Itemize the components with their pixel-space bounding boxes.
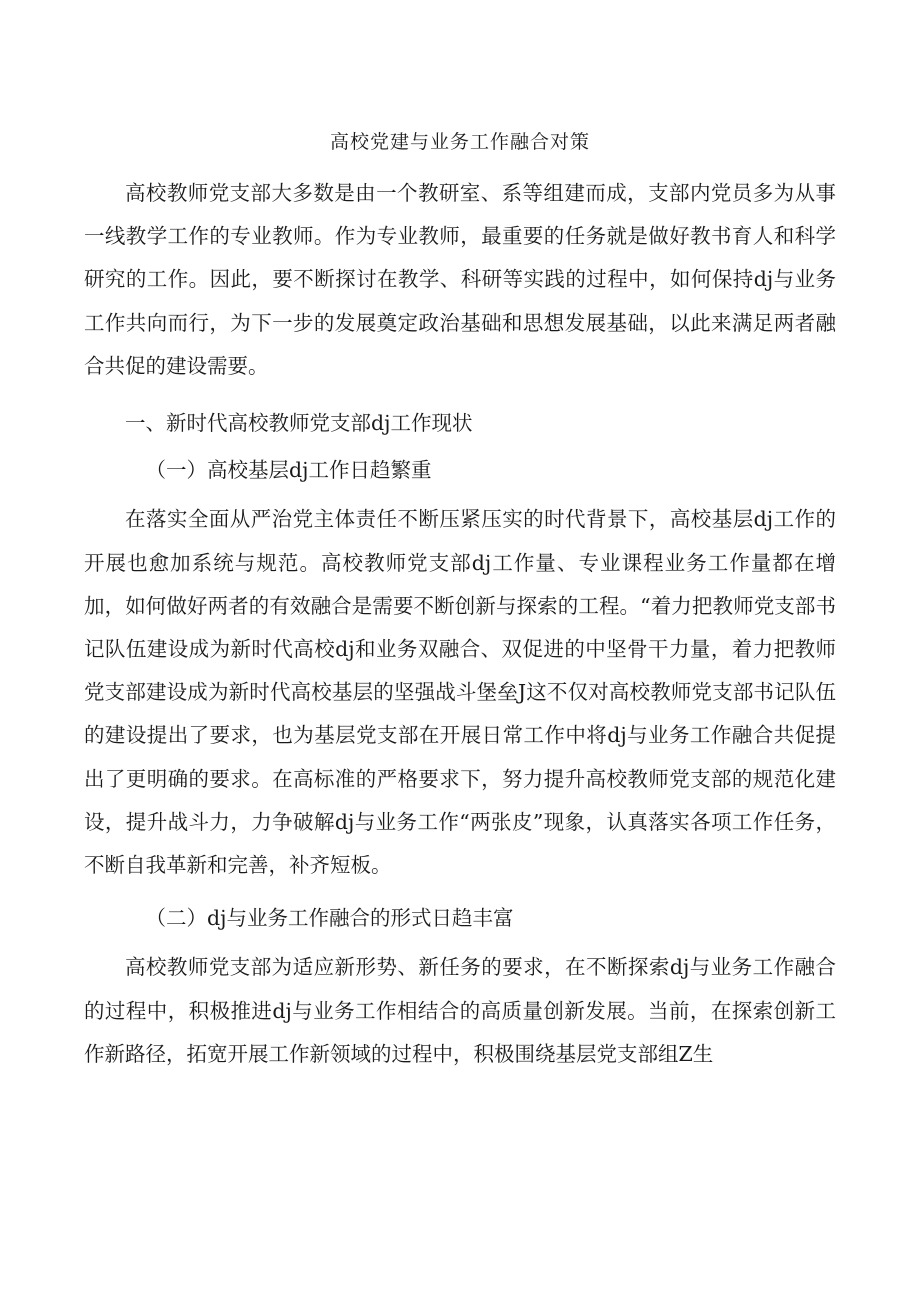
document-body: [84, 172, 836, 1076]
body-paragraph-1: 在落实全面从严治党主体责任不断压紧压实的时代背景下，高校基层dj工作的开展也愈加系统与规范。高校教师党支部dj工作量、专业课程业务工作量都在增加，如何做好两者的有效融合是需要不断创新与探索的工程。“着力把教师党支部书记队伍建设成为新时代高校dj和业务双融合、双促进的中坚骨干力量，着力把教师党支部建设成为新时代高校基层的坚强战斗堡垒J这不仅对高校教师党支部书记队伍的建设提出了要求，也为基层党支部在开展日常工作中将dj与业务工作融合共促提出了更明确的要求。在高标准的严格要求下，努力提升高校教师党支部的规范化建设，提升战斗力，力争破解dj与业务工作“两张皮”现象，认真落实各项工作任务，不断自我革新和完善，补齐短板。: [84, 507, 836, 878]
intro-paragraph: 高校教师党支部大多数是由一个教研室、系等组建而成，支部内党员多为从事一线教学工作的专业教师。作为专业教师，最重要的任务就是做好教书育人和科学研究的工作。因此，要不断探讨在教学、科研等实践的过程中，如何保持dj与业务工作共向而行，为下一步的发展奠定政治基础和思想发展基础，以此来满足两者融合共促的建设需要。: [84, 181, 836, 378]
document-title: 高校党建与业务工作融合对策: [329, 131, 590, 153]
subsection-heading-1: （一）高校基层dj工作日趋繁重: [145, 458, 432, 483]
subsection-heading-2: （二）dj与业务工作融合的形式日趋丰富: [145, 906, 514, 931]
body-paragraph-2: 高校教师党支部为适应新形势、新任务的要求，在不断探索dj与业务工作融合的过程中，积极推进dj与业务工作相结合的高质量创新发展。当前，在探索创新工作新路径，拓宽开展工作新领域的过程中，积极围绕基层党支部组Z生: [84, 955, 836, 1066]
section-heading-1: 一、新时代高校教师党支部dj工作现状: [125, 411, 473, 436]
